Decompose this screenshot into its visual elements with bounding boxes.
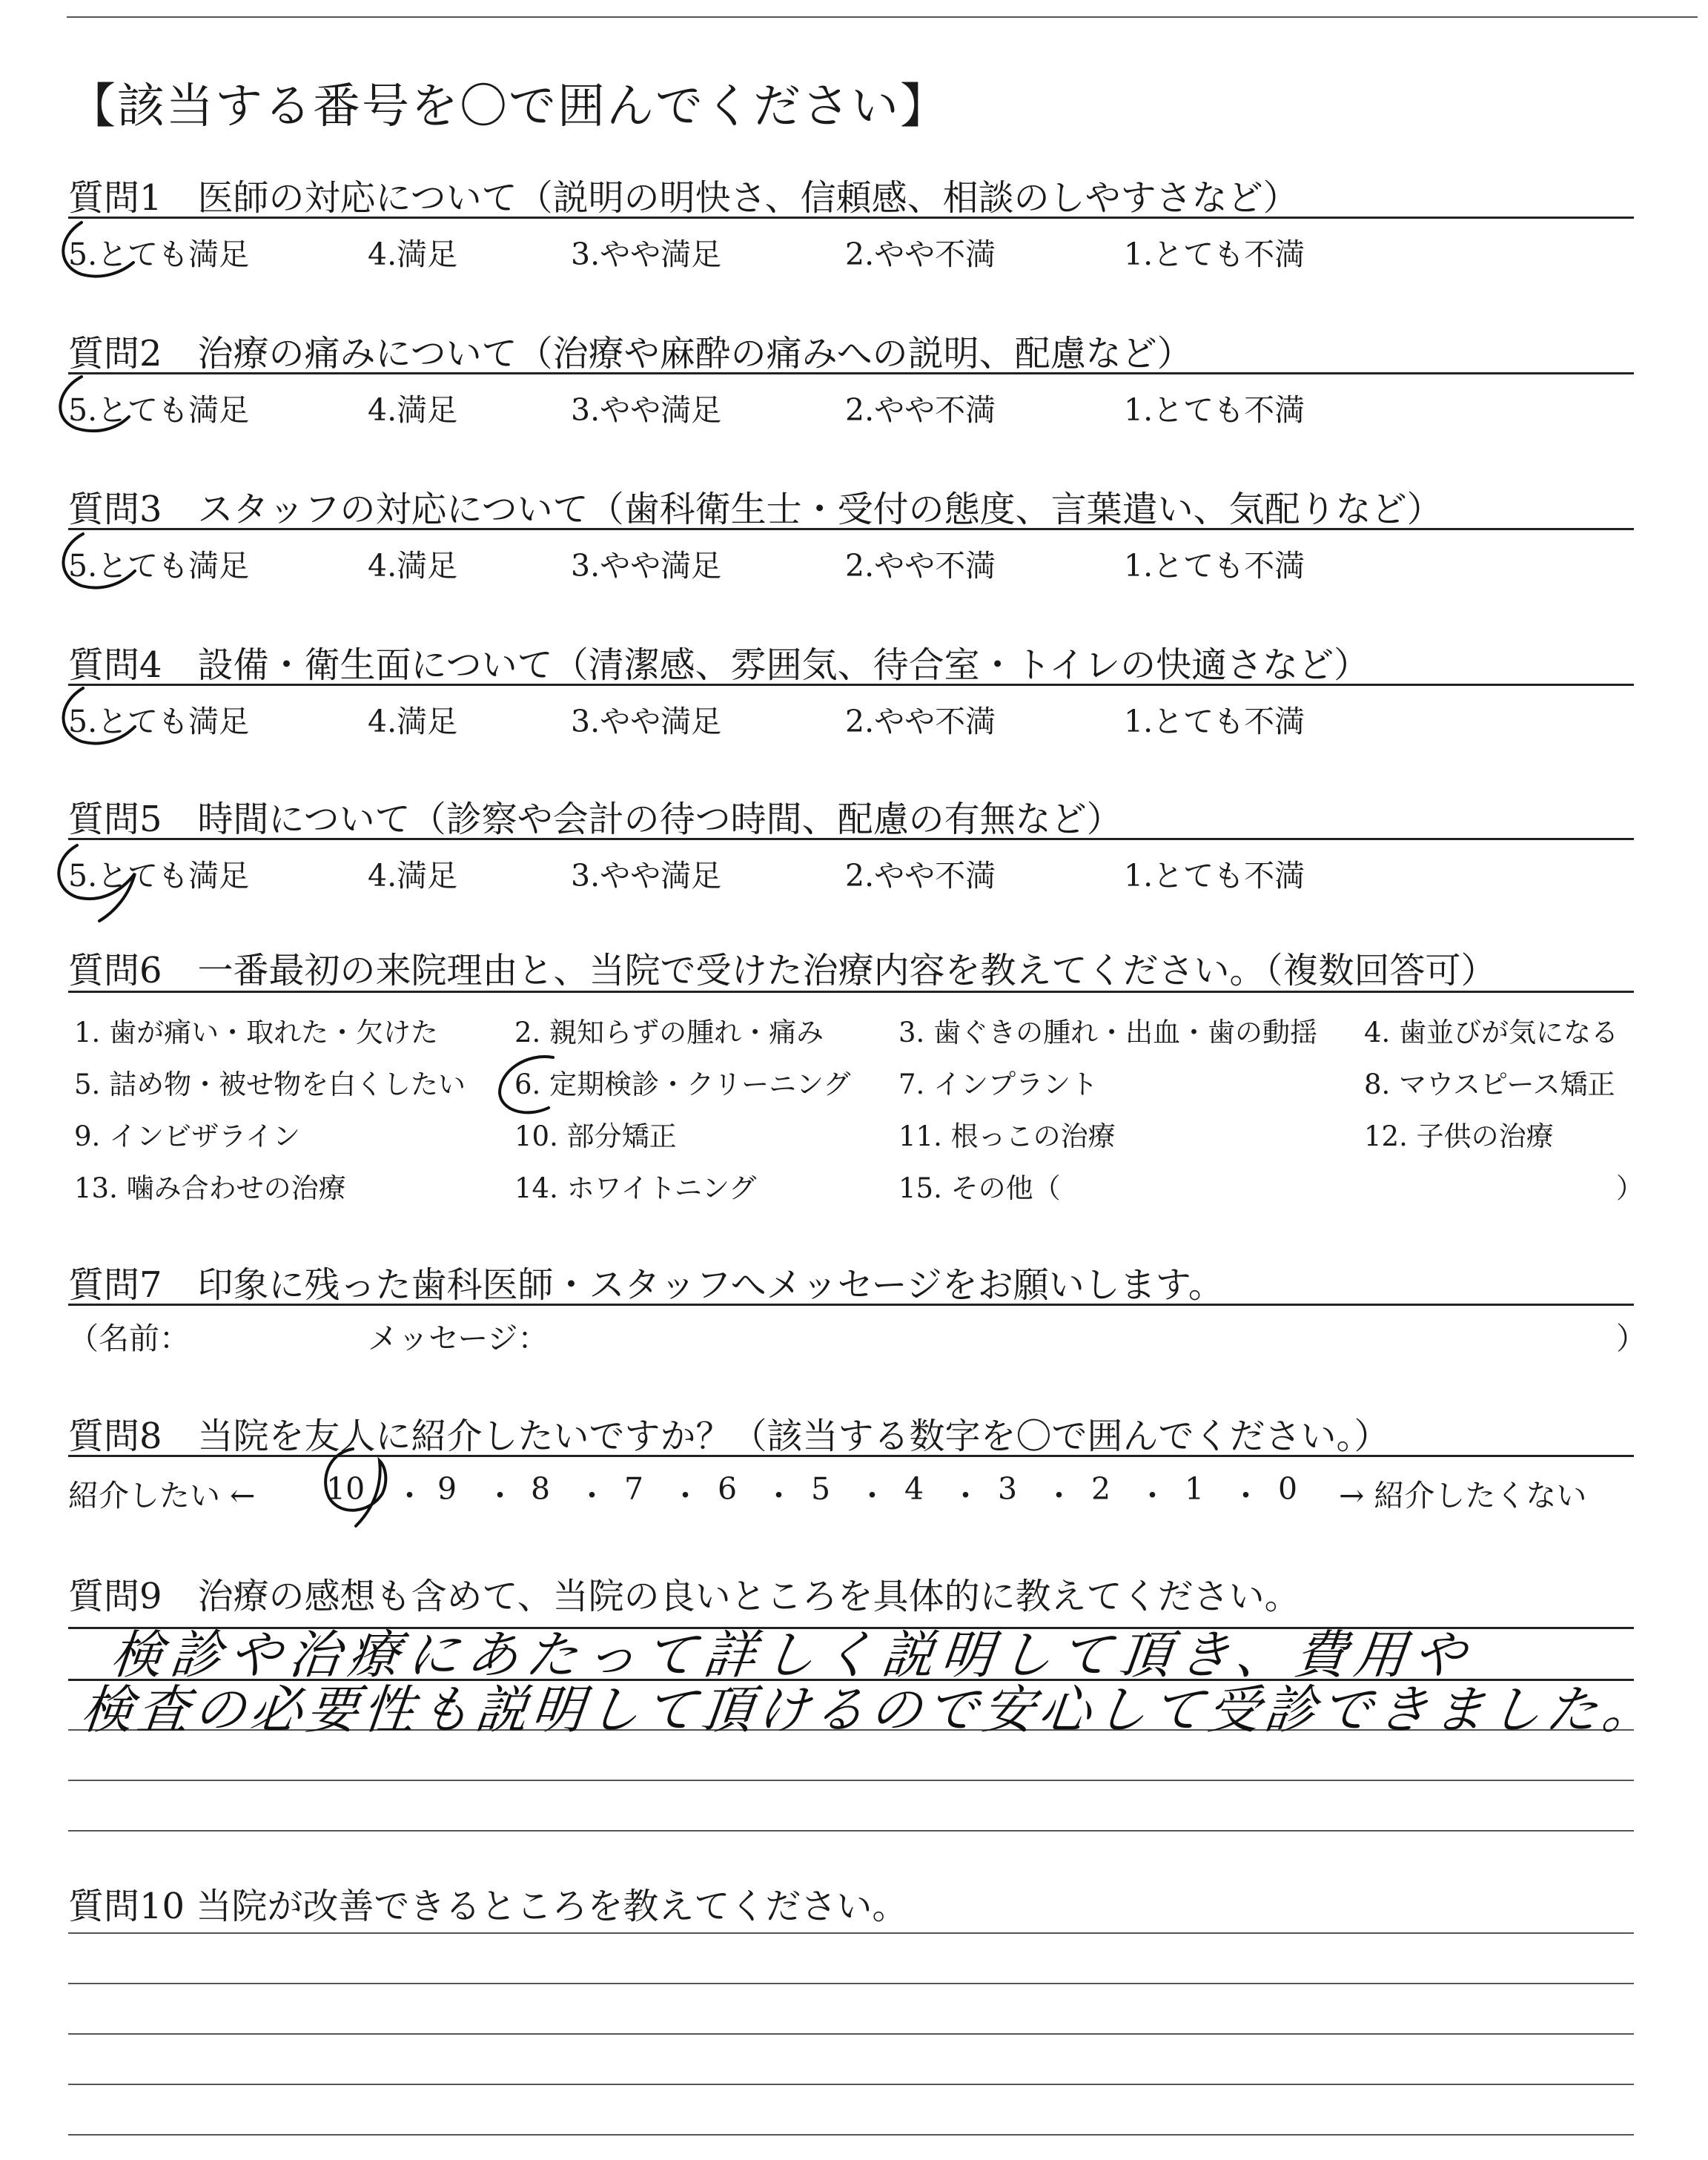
q6-option-2[interactable]: 2. 親知らずの腫れ・痛み [514, 1017, 824, 1048]
q8-scale-5[interactable]: 5 [811, 1471, 831, 1507]
q9-answer-line-1: 検診や治療にあたって詳しく説明して頂き、費用や [107, 1625, 1476, 1685]
q9-heading: 質問9 治療の感想も含めて、当院の良いところを具体的に教えてください。 [68, 1576, 1300, 1617]
q1-heading: 質問1 医師の対応について（説明の明快さ、信頼感、相談のしやすさなど） [68, 177, 1299, 219]
q8-scale-0[interactable]: 0 [1278, 1471, 1298, 1507]
q6-option-11[interactable]: 11. 根っこの治療 [898, 1120, 1116, 1152]
q4-option-4[interactable]: 4.満足 [368, 704, 458, 739]
q4-circle-mark [52, 675, 141, 756]
q5-option-1[interactable]: 1.とても不満 [1124, 858, 1305, 894]
q2-circle-mark [49, 363, 138, 445]
q8-scale-dot: ・ [1044, 1478, 1074, 1513]
q8-scale-1[interactable]: 1 [1185, 1471, 1205, 1507]
q9-rule-4 [68, 1780, 1634, 1781]
q5-option-3[interactable]: 3.やや満足 [571, 858, 722, 894]
q7-close-paren: ） [1616, 1321, 1646, 1356]
q9-answer-line-2: 検査の必要性も説明して頂けるので安心して受診できました。 [78, 1680, 1662, 1740]
q1-option-4[interactable]: 4.満足 [368, 237, 458, 272]
q7-heading: 質問7 印象に残った歯科医師・スタッフへメッセージをお願いします。 [68, 1264, 1224, 1306]
q3-circle-mark [52, 519, 141, 601]
q6-option-14[interactable]: 14. ホワイトニング [514, 1172, 757, 1204]
q8-scale-6[interactable]: 6 [718, 1471, 738, 1507]
q5-rule [68, 838, 1634, 840]
q8-left-label: 紹介したい ← [68, 1478, 256, 1513]
q2-option-1[interactable]: 1.とても不満 [1124, 392, 1305, 428]
q5-circle-mark [47, 829, 144, 925]
q8-scale-10[interactable]: 10 [326, 1471, 365, 1507]
q6-option-13[interactable]: 13. 噛み合わせの治療 [74, 1172, 346, 1204]
q5-option-4[interactable]: 4.満足 [368, 858, 458, 894]
q6-option-8[interactable]: 8. マウスピース矯正 [1364, 1069, 1615, 1100]
q3-option-4[interactable]: 4.満足 [368, 548, 458, 584]
q2-rule [68, 372, 1634, 374]
q8-scale-9[interactable]: 9 [437, 1471, 457, 1507]
page-title: 【該当する番号を〇で囲んでください】 [68, 79, 949, 134]
q4-heading: 質問4 設備・衛生面について（清潔感、雰囲気、待合室・トイレの快適さなど） [68, 644, 1370, 686]
q4-option-2[interactable]: 2.やや不満 [845, 704, 996, 739]
q8-right-label: → 紹介したくない [1339, 1478, 1587, 1513]
q4-option-1[interactable]: 1.とても不満 [1124, 704, 1305, 739]
q7-rule [68, 1304, 1634, 1306]
q3-heading: 質問3 スタッフの対応について（歯科衛生士・受付の態度、言葉遣い、気配りなど） [68, 489, 1443, 530]
q10-rule-1 [68, 1932, 1634, 1934]
q10-rule-3 [68, 2033, 1634, 2035]
q5-option-2[interactable]: 2.やや不満 [845, 858, 996, 894]
q8-scale-dot: ・ [1137, 1478, 1168, 1513]
q3-option-5[interactable]: 5.とても満足 [68, 548, 250, 584]
q2-heading: 質問2 治療の痛みについて（治療や麻酔の痛みへの説明、配慮など） [68, 333, 1193, 374]
q6-option-12[interactable]: 12. 子供の治療 [1364, 1120, 1554, 1152]
q1-rule [68, 217, 1634, 219]
q8-scale-3[interactable]: 3 [998, 1471, 1018, 1507]
top-edge-line [67, 16, 1698, 18]
q8-scale-dot: ・ [670, 1478, 701, 1513]
q1-option-3[interactable]: 3.やや満足 [571, 237, 722, 272]
q7-name-label: （名前： [68, 1321, 190, 1356]
q4-rule [68, 684, 1634, 686]
q3-option-3[interactable]: 3.やや満足 [571, 548, 722, 584]
q8-circle-mark [311, 1436, 400, 1532]
q4-option-5[interactable]: 5.とても満足 [68, 704, 250, 739]
q6-option-1[interactable]: 1. 歯が痛い・取れた・欠けた [74, 1017, 439, 1048]
q3-option-1[interactable]: 1.とても不満 [1124, 548, 1305, 584]
q8-scale-4[interactable]: 4 [904, 1471, 924, 1507]
q1-circle-mark [52, 208, 141, 289]
q8-scale-8[interactable]: 8 [531, 1471, 551, 1507]
q6-option-4[interactable]: 4. 歯並びが気になる [1364, 1017, 1619, 1048]
q2-option-4[interactable]: 4.満足 [368, 392, 458, 428]
q5-heading: 質問5 時間について（診察や会計の待つ時間、配慮の有無など） [68, 799, 1122, 840]
q6-option-3[interactable]: 3. 歯ぐきの腫れ・出血・歯の動揺 [898, 1017, 1318, 1048]
q6-other-close-paren: ） [1616, 1172, 1644, 1204]
q9-rule-5 [68, 1830, 1634, 1832]
q8-scale-dot: ・ [577, 1478, 607, 1513]
q5-option-5[interactable]: 5.とても満足 [68, 858, 250, 894]
q4-option-3[interactable]: 3.やや満足 [571, 704, 722, 739]
q7-message-label: メッセージ： [368, 1321, 549, 1356]
q6-rule [68, 991, 1634, 993]
q8-heading: 質問8 当院を友人に紹介したいですか？（該当する数字を〇で囲んでください。） [68, 1416, 1390, 1457]
q8-scale-dot: ・ [394, 1478, 425, 1513]
q10-rule-4 [68, 2084, 1634, 2085]
q1-option-5[interactable]: 5.とても満足 [68, 237, 250, 272]
q1-option-2[interactable]: 2.やや不満 [845, 237, 996, 272]
q10-heading: 質問10 当院が改善できるところを教えてください。 [68, 1886, 908, 1927]
q2-option-3[interactable]: 3.やや満足 [571, 392, 722, 428]
q6-circle-mark [489, 1050, 571, 1124]
q8-scale-dot: ・ [857, 1478, 887, 1513]
q8-scale-dot: ・ [950, 1478, 981, 1513]
q2-option-2[interactable]: 2.やや不満 [845, 392, 996, 428]
q8-scale-dot: ・ [1231, 1478, 1261, 1513]
q3-option-2[interactable]: 2.やや不満 [845, 548, 996, 584]
q6-option-10[interactable]: 10. 部分矯正 [514, 1120, 677, 1152]
q10-rule-2 [68, 1983, 1634, 1984]
q1-option-1[interactable]: 1.とても不満 [1124, 237, 1305, 272]
q6-option-6[interactable]: 6. 定期検診・クリーニング [514, 1069, 851, 1100]
q3-rule [68, 528, 1634, 530]
q6-heading: 質問6 一番最初の来院理由と、当院で受けた治療内容を教えてください。（複数回答可） [68, 950, 1497, 991]
q6-option-15[interactable]: 15. その他（ [898, 1172, 1061, 1204]
q6-option-5[interactable]: 5. 詰め物・被せ物を白くしたい [74, 1069, 466, 1100]
q8-scale-dot: ・ [764, 1478, 794, 1513]
q8-scale-dot: ・ [485, 1478, 515, 1513]
q8-scale-2[interactable]: 2 [1091, 1471, 1111, 1507]
q10-rule-5 [68, 2134, 1634, 2136]
q8-scale-7[interactable]: 7 [624, 1471, 644, 1507]
q8-rule [68, 1455, 1634, 1457]
q2-option-5[interactable]: 5.とても満足 [68, 392, 250, 428]
q6-option-7[interactable]: 7. インプラント [898, 1069, 1099, 1100]
q6-option-9[interactable]: 9. インビザライン [74, 1120, 300, 1152]
